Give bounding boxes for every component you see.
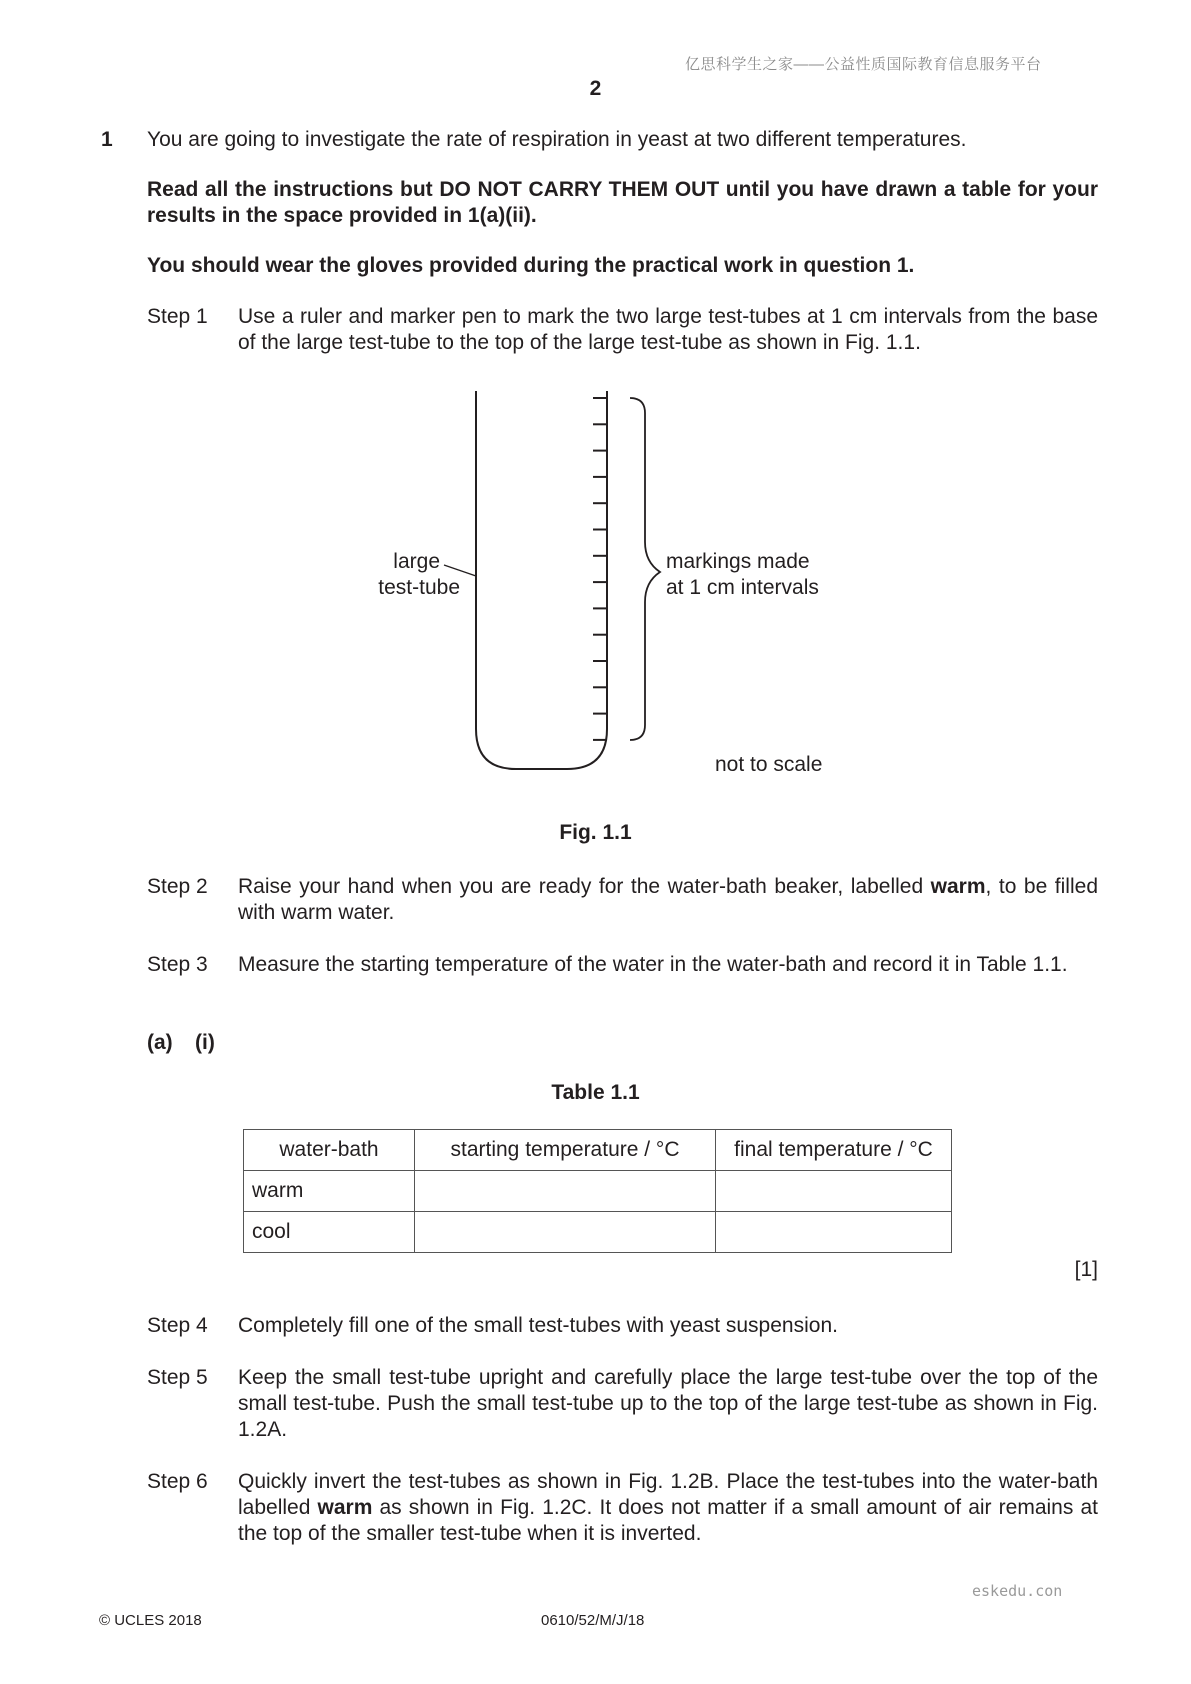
cell-final-temp[interactable] (716, 1212, 952, 1253)
test-tube-outline (476, 391, 607, 769)
brace (630, 398, 660, 740)
figure-caption: Fig. 1.1 (559, 821, 632, 844)
step-text: Raise your hand when you are ready for the water-bath beaker, labelled warm, to be filled with warm water. (238, 875, 1098, 924)
table-header-row (244, 1130, 952, 1171)
header-final-temp: final temperature / °C (716, 1130, 952, 1171)
part-a-label: (a) (147, 1031, 173, 1054)
gloves-instruction: You should wear the gloves provided during the practical work in question 1. (147, 254, 915, 277)
results-table (243, 1129, 952, 1253)
cell-water-bath: cool (244, 1212, 415, 1253)
label-large: large (393, 550, 440, 573)
header-water-bath: water-bath (244, 1130, 415, 1171)
table-caption: Table 1.1 (551, 1081, 640, 1104)
marks-indicator: [1] (1074, 1258, 1098, 1281)
cell-starting-temp[interactable] (415, 1212, 716, 1253)
footer-copyright: © UCLES 2018 (99, 1612, 202, 1629)
step-text: Quickly invert the test-tubes as shown in Fig. 1.2B. Place the test-tubes into the water-bath labelled warm as shown in Fig. 1.2C. It does not matter if a small amount of air remains at the top of the smaller test-tube when it is inverted. (238, 1470, 1098, 1545)
label-intervals: at 1 cm intervals (666, 576, 819, 599)
header-starting-temp: starting temperature / °C (415, 1130, 716, 1171)
step-label: Step 4 (147, 1314, 208, 1337)
step-text: Keep the small test-tube upright and carefully place the large test-tube over the top of the small test-tube. Push the small test-tube up to the top of the large test-tube as shown in Fig. 1.2A. (238, 1366, 1098, 1441)
question-intro: You are going to investigate the rate of respiration in yeast at two different temperatures. (147, 128, 967, 151)
step-label: Step 2 (147, 875, 208, 898)
table-row (244, 1171, 952, 1212)
cell-starting-temp[interactable] (415, 1171, 716, 1212)
label-markings-made: markings made (666, 550, 810, 573)
cell-water-bath: warm (244, 1171, 415, 1212)
cell-final-temp[interactable] (716, 1171, 952, 1212)
note-not-to-scale: not to scale (715, 753, 823, 776)
step-label: Step 1 (147, 305, 208, 328)
step-5 (147, 1365, 1098, 1443)
step-1 (147, 304, 1098, 356)
question-number: 1 (101, 128, 113, 151)
step-text: Use a ruler and marker pen to mark the two large test-tubes at 1 cm intervals from the base of the large test-tube to the top of the large test-tube as shown in Fig. 1.1. (238, 305, 1098, 354)
tick-marks (593, 398, 607, 740)
instruction-bold: Read all the instructions but DO NOT CARRY THEM OUT until you have drawn a table for your results in the space provided in 1(a)(ii). (147, 178, 1098, 227)
step-label: Step 3 (147, 953, 208, 976)
step-6 (147, 1469, 1098, 1547)
step-label: Step 6 (147, 1470, 208, 1493)
watermark-bottom: eskedu.con (972, 1582, 1063, 1600)
step-4 (147, 1313, 1098, 1339)
watermark-top: 亿思科学生之家——公益性质国际教育信息服务平台 (685, 56, 1042, 73)
step-text: Measure the starting temperature of the water in the water-bath and record it in Table 1.1. (238, 953, 1068, 976)
footer-paper-code: 0610/52/M/J/18 (541, 1612, 645, 1629)
page-number: 2 (589, 77, 602, 100)
step-2 (147, 874, 1098, 926)
step-3 (147, 952, 1098, 978)
part-i-label: (i) (195, 1031, 215, 1054)
fig-1-1-diagram (0, 380, 1191, 790)
step-text: Completely fill one of the small test-tubes with yeast suspension. (238, 1314, 838, 1337)
table-row (244, 1212, 952, 1253)
step-label: Step 5 (147, 1366, 208, 1389)
label-test-tube: test-tube (378, 576, 460, 599)
